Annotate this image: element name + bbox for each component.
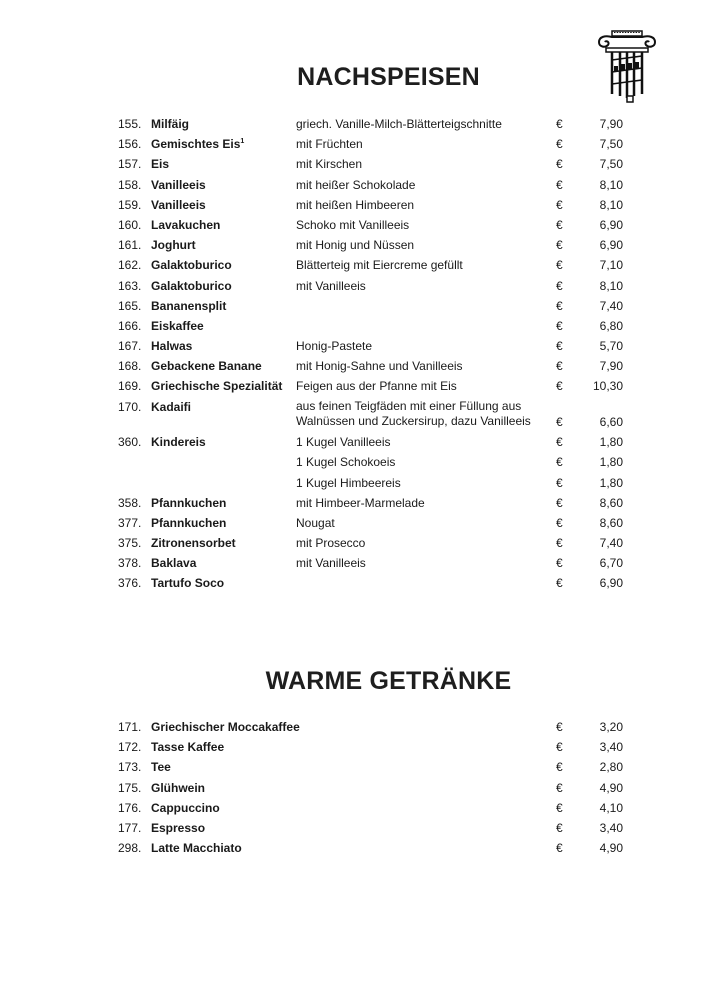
item-description: Nougat [296,515,335,530]
item-price: 4,90 [599,841,623,856]
menu-item [0,533,707,553]
menu-item [0,175,707,195]
item-price: 8,10 [599,278,623,293]
item-number: 376. [118,576,142,591]
item-currency: € [556,117,563,131]
item-price: 7,50 [599,137,623,152]
item-currency: € [556,800,563,815]
menu-item [0,376,707,396]
item-description: mit Früchten [296,137,363,152]
item-number: 173. [118,760,142,775]
item-name: Galaktoburico [151,278,232,293]
item-currency: € [556,576,563,591]
item-description: Honig-Pastete [296,339,373,354]
item-number: 377. [118,515,142,530]
item-currency: € [556,379,563,394]
item-name: Griechischer Moccakaffee [151,720,300,734]
item-name: Milfäig [151,117,189,131]
item-currency: € [556,278,563,293]
menu-item [0,397,707,433]
item-name: Bananensplit [151,298,227,313]
menu-item [0,452,707,472]
item-price: 5,70 [599,339,623,354]
item-number: 358. [118,495,142,510]
item-description: mit heißer Schokolade [296,177,416,192]
item-currency: € [556,820,563,835]
item-description: Blätterteig mit Eiercreme gefüllt [296,258,463,273]
hot-drinks-menu-list [0,717,707,858]
item-name: Tartufo Soco [151,576,225,591]
menu-item [0,432,707,452]
section-title-hot-drinks: WARME GETRÄNKE [265,667,512,695]
item-number: 170. [118,399,142,414]
item-price: 2,80 [599,760,623,775]
item-currency: € [556,217,563,232]
item-currency: € [556,137,563,152]
menu-item [0,573,707,593]
item-number: 375. [118,536,142,551]
item-number: 160. [118,217,142,232]
item-currency: € [556,455,563,470]
item-price: 7,50 [599,157,623,172]
item-price: 7,90 [599,117,623,131]
item-price: 8,60 [599,515,623,530]
item-number: 378. [118,556,142,571]
menu-item [0,296,707,316]
item-name: Kindereis [151,435,206,450]
item-number: 163. [118,278,142,293]
item-description: aus feinen Teigfäden mit einer Füllung aus Walnüssen und Zuckersirup, dazu Vanilleeis [296,398,531,429]
item-currency: € [556,841,563,856]
menu-item [0,134,707,154]
item-currency: € [556,475,563,490]
item-number: 162. [118,258,142,273]
menu-item [0,316,707,336]
item-number: 360. [118,435,142,450]
menu-item [0,553,707,573]
item-description: Schoko mit Vanilleeis [296,217,410,232]
item-number: 172. [118,740,142,755]
item-price: 8,10 [599,197,623,212]
item-name: Vanilleeis [151,197,206,212]
menu-item [0,818,707,838]
item-price: 4,90 [599,780,623,795]
item-currency: € [556,359,563,374]
item-price: 7,10 [599,258,623,273]
item-number: 158. [118,177,142,192]
item-number: 155. [118,117,142,131]
menu-item [0,356,707,376]
item-name: Lavakuchen [151,217,221,232]
item-description: mit heißen Himbeeren [296,197,415,212]
item-name: Eis [151,157,170,172]
item-number: 161. [118,238,142,253]
item-name: Galaktoburico [151,258,232,273]
item-number: 159. [118,197,142,212]
item-price: 3,20 [599,720,623,734]
item-price: 6,90 [599,576,623,591]
item-name: Joghurt [151,238,196,253]
item-currency: € [556,339,563,354]
item-currency: € [556,740,563,755]
item-price: 6,80 [599,318,623,333]
item-price: 6,90 [599,238,623,253]
menu-item [0,154,707,174]
item-name: Pfannkuchen [151,495,227,510]
item-price: 8,60 [599,495,623,510]
item-name: Espresso [151,820,206,835]
item-description: mit Himbeer-Marmelade [296,495,425,510]
item-number: 177. [118,820,142,835]
item-description: mit Prosecco [296,536,366,551]
item-price: 6,90 [599,217,623,232]
item-currency: € [556,515,563,530]
item-currency: € [556,258,563,273]
item-name: Glühwein [151,780,205,795]
item-number: 171. [118,720,142,734]
item-number: 165. [118,298,142,313]
item-price: 6,60 [599,415,623,430]
item-currency: € [556,298,563,313]
item-price: 7,40 [599,298,623,313]
item-price: 1,80 [599,435,623,450]
item-price: 7,90 [599,359,623,374]
item-price: 8,10 [599,177,623,192]
item-number: 166. [118,318,142,333]
item-name: Eiskaffee [151,318,204,333]
item-description: mit Vanilleeis [296,278,366,293]
menu-item [0,778,707,798]
item-description: 1 Kugel Schokoeis [296,455,396,470]
section-title-desserts: NACHSPEISEN [297,63,480,91]
item-number: 298. [118,841,142,856]
item-description: mit Vanilleeis [296,556,366,571]
item-name: Griechische Spezialität [151,379,283,394]
item-currency: € [556,720,563,734]
item-number: 157. [118,157,142,172]
item-name: Pfannkuchen [151,515,227,530]
item-currency: € [556,780,563,795]
item-name: Kadaifi [151,399,192,414]
item-currency: € [556,495,563,510]
menu-item [0,473,707,493]
item-description: 1 Kugel Vanilleeis [296,435,391,450]
item-description: mit Honig-Sahne und Vanilleeis [296,359,463,374]
item-number: 156. [118,137,142,152]
item-currency: € [556,177,563,192]
item-description: 1 Kugel Himbeereis [296,475,401,490]
menu-item [0,215,707,235]
dessert-menu-list [0,114,707,594]
item-name: Tasse Kaffee [151,740,225,755]
item-description: Feigen aus der Pfanne mit Eis [296,379,457,394]
menu-item [0,235,707,255]
menu-item [0,195,707,215]
item-name: Cappuccino [151,800,220,815]
item-description: griech. Vanille-Milch-Blätterteigschnitte [296,117,502,131]
menu-item [0,255,707,275]
item-price: 7,40 [599,536,623,551]
item-currency: € [556,760,563,775]
item-name: Gebackene Banane [151,359,262,374]
item-price: 1,80 [599,475,623,490]
item-number: 169. [118,379,142,394]
item-currency: € [556,536,563,551]
item-name: Zitronensorbet [151,536,236,551]
item-price: 1,80 [599,455,623,470]
item-name: Halwas [151,339,193,354]
item-currency: € [556,157,563,172]
menu-item [0,114,707,134]
item-name: Latte Macchiato [151,841,242,856]
item-currency: € [556,238,563,253]
item-description: mit Honig und Nüssen [296,238,415,253]
menu-item [0,336,707,356]
item-currency: € [556,435,563,450]
item-number: 168. [118,359,142,374]
item-price: 6,70 [599,556,623,571]
item-currency: € [556,318,563,333]
menu-item [0,717,707,737]
item-price: 3,40 [599,740,623,755]
item-currency: € [556,415,563,430]
item-name-text: Gemischtes Eis [151,137,241,152]
menu-item [0,276,707,296]
menu-item [0,737,707,757]
item-name: Baklava [151,556,197,571]
item-footnote: 1 [240,138,245,146]
item-name: Tee [151,760,171,775]
item-name [151,134,244,154]
menu-item [0,513,707,533]
item-price: 10,30 [592,379,623,394]
item-currency: € [556,197,563,212]
item-currency: € [556,556,563,571]
item-price: 3,40 [599,820,623,835]
menu-item [0,838,707,858]
menu-item [0,798,707,818]
item-number: 175. [118,780,142,795]
menu-item [0,493,707,513]
menu-item [0,757,707,777]
item-number: 167. [118,339,142,354]
item-price: 4,10 [599,800,623,815]
item-name: Vanilleeis [151,177,206,192]
item-description: mit Kirschen [296,157,363,172]
item-number: 176. [118,800,142,815]
